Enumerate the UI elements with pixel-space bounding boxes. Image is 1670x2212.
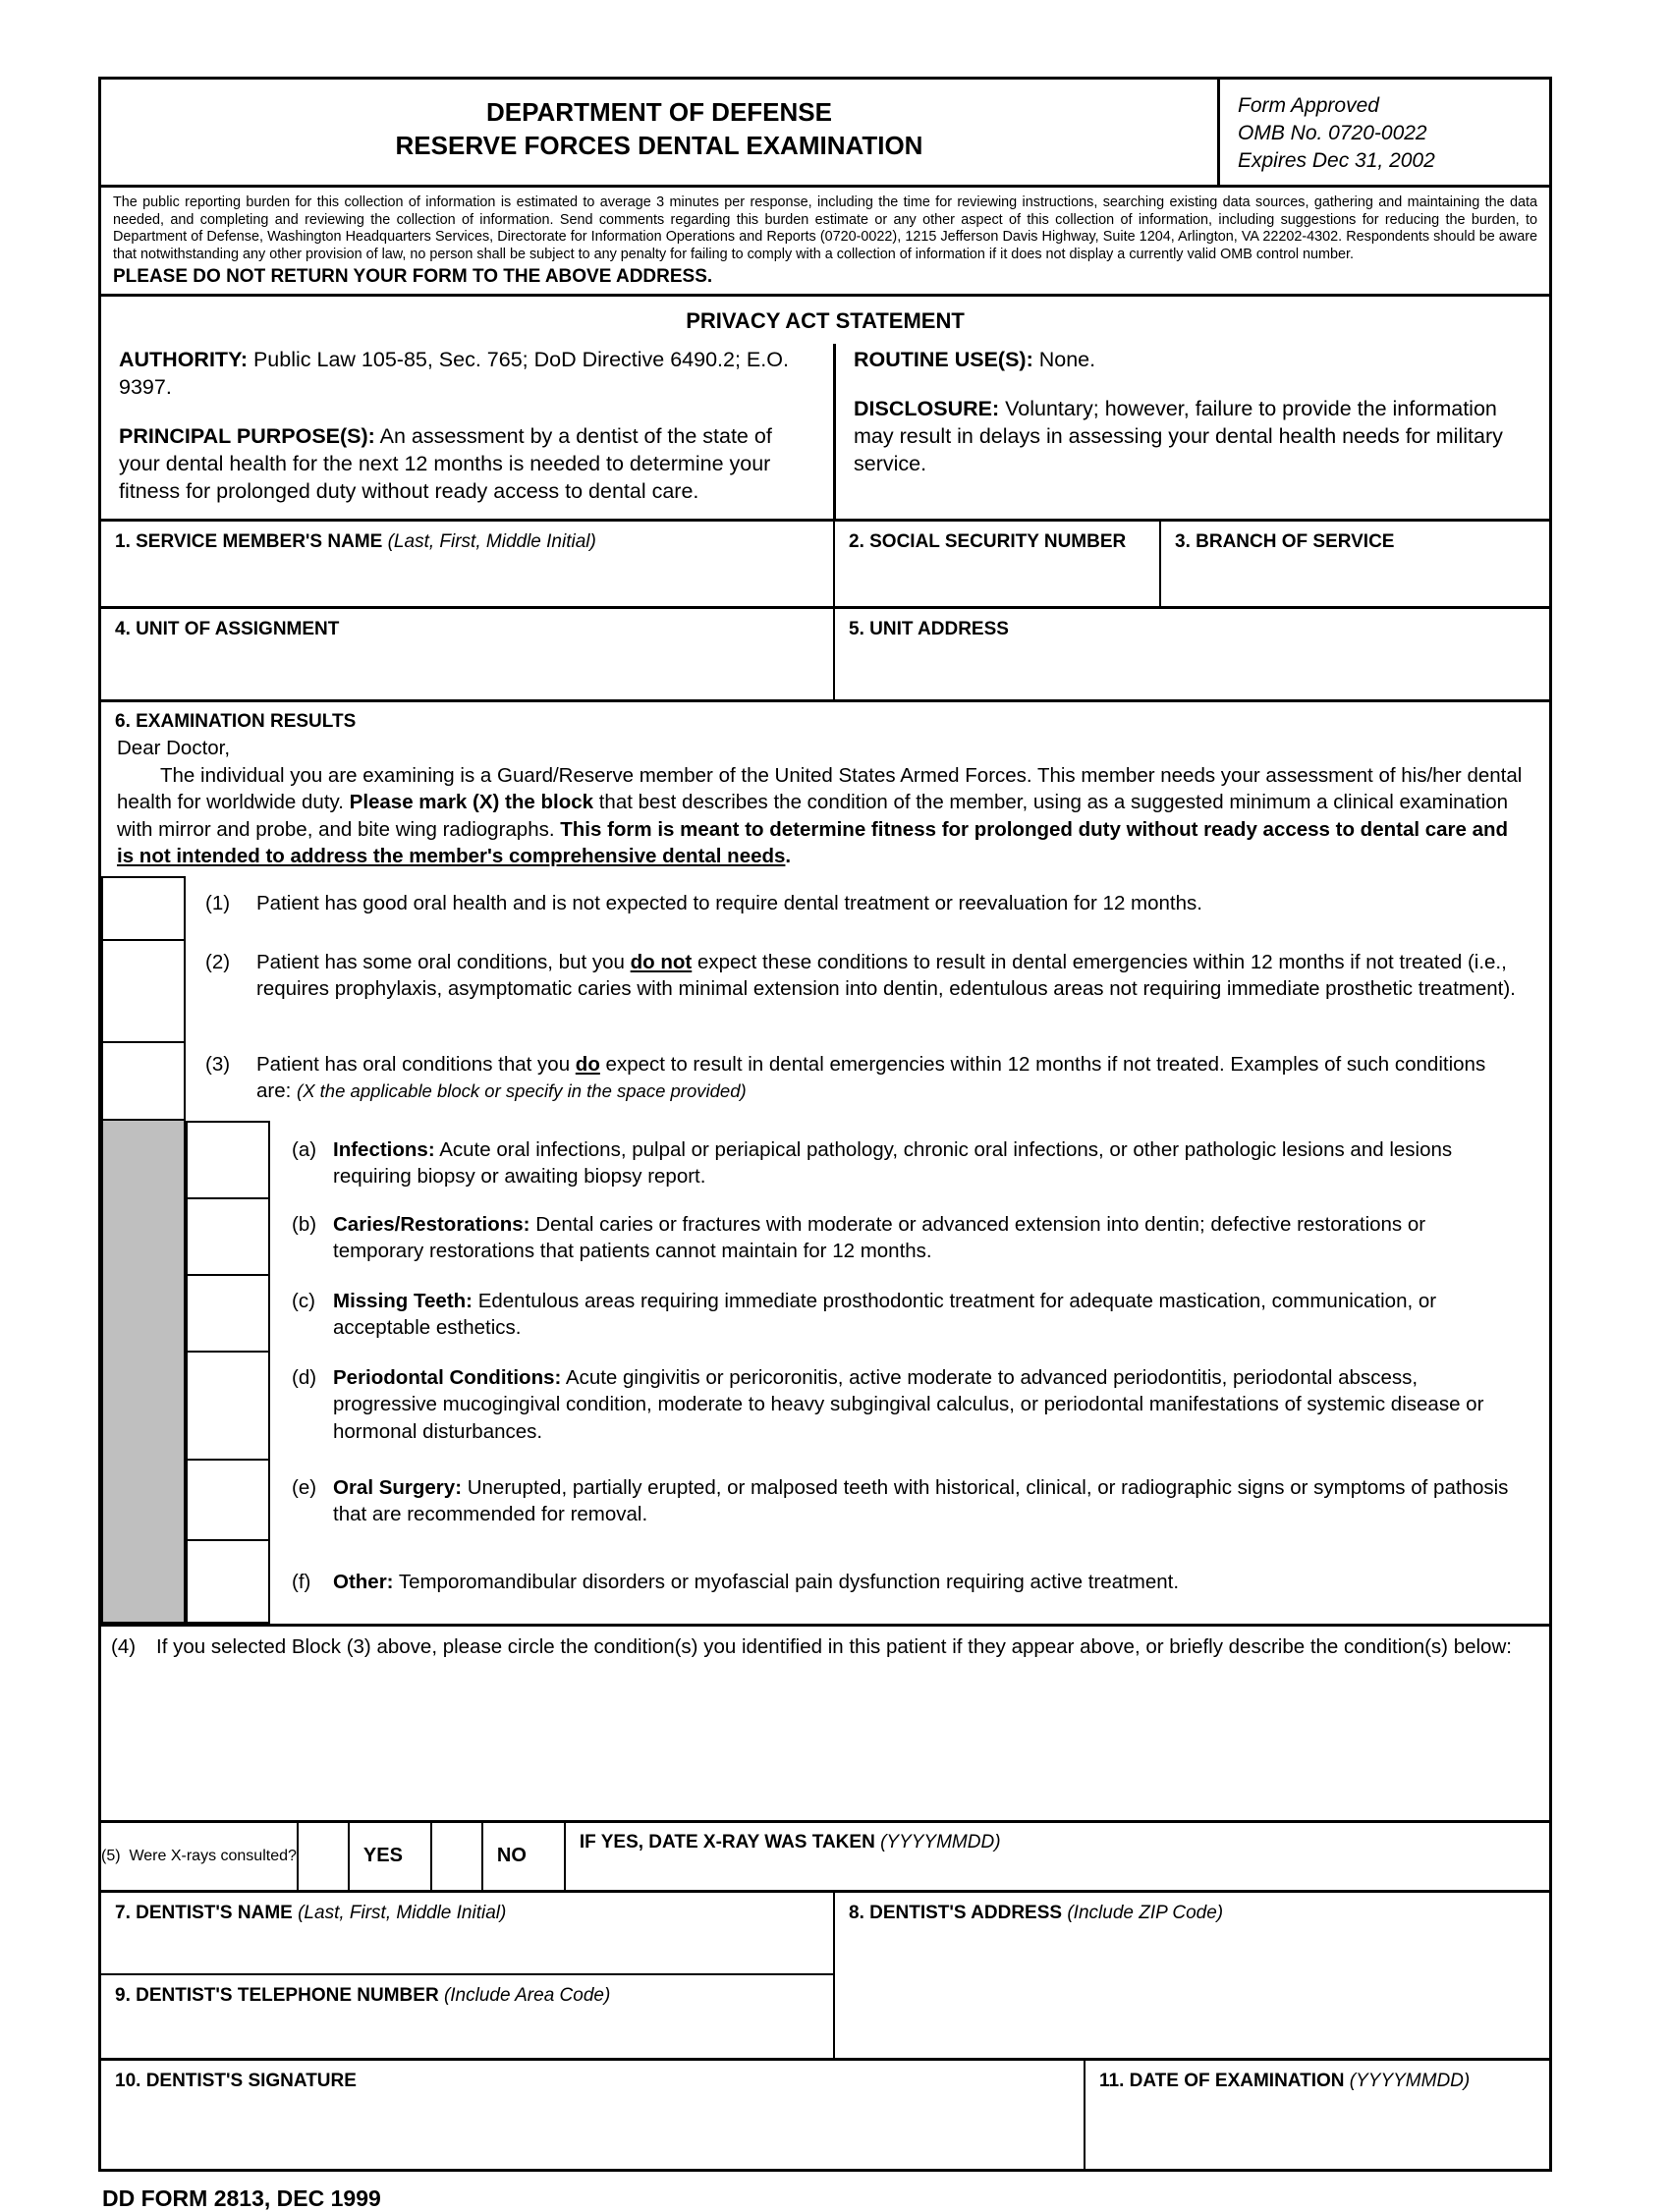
intro-mark-block: Please mark (X) the block (349, 791, 594, 814)
option-1-number: (1) (205, 891, 231, 914)
item-4-text: If you selected Block (3) above, please circle the condition(s) you identified in this patient if they appear above, or briefly describe the condition(s) below: (156, 1634, 1512, 1658)
field-1-hint: (Last, First, Middle Initial) (387, 531, 596, 553)
fields-row-2 (101, 606, 1549, 699)
subitem-e-row (270, 1461, 1549, 1541)
burden-paragraph: The public reporting burden for this collection of information is estimated to average 3 minutes per response, including the time for reviewing instructions, searching existing data sources, gathering and maintaining the data needed, and completing and reviewing the collection of information. Send comments regarding this burden estimate or any other aspect of this collection of information, including suggestions for reducing the burden, to Department of Defense, Washington Headquarters Services, Directorate for Information Operations and Reports (0720-0022), 1215 Jefferson Davis Highway, Suite 1204, Arlington, VA 22202-4302. Respondents should be aware that notwithstanding any other provision of law, no person shall be subject to any penalty for failing to comply with a collection of information if it does not display a currently valid OMB control number. (113, 194, 1537, 262)
omb-number: OMB No. 0720-0022 (1238, 122, 1427, 144)
subitem-c-number: (c) (292, 1289, 315, 1312)
field-xray-date[interactable] (564, 1823, 1549, 1890)
dd-form-2813 (98, 77, 1552, 2172)
subitem-a-desc: Acute oral infections, pulpal or periapical pathology, chronic oral infections, or other pathologic lesions and lesions requiring biopsy or awaiting biopsy report. (333, 1137, 1453, 1189)
subitem-c-desc: Edentulous areas requiring immediate prosthodontic treatment for adequate mastication, communication, or acceptable esthetics. (333, 1289, 1437, 1340)
intro-part-e: is not intended to address the member's comprehensive dental needs (117, 845, 786, 868)
primary-checkbox-column (101, 876, 186, 1624)
field-7-hint: (Last, First, Middle Initial) (298, 1902, 507, 1923)
item-5-question: Were X-rays consulted? (129, 1847, 297, 1864)
option-3-text (256, 1051, 1549, 1121)
subitem-c-row (270, 1276, 1549, 1353)
form-header (101, 80, 1549, 185)
item-5-xray-row (101, 1820, 1549, 1890)
section-6-heading: 6. EXAMINATION RESULTS (115, 711, 357, 733)
checkbox-subitem-e[interactable] (186, 1461, 270, 1541)
examination-options-list (101, 876, 1549, 1624)
omb-expires: Expires Dec 31, 2002 (1238, 149, 1435, 172)
subitem-e-label: Oral Surgery: (333, 1475, 463, 1499)
option-3-number: (3) (205, 1052, 231, 1076)
field-branch-of-service[interactable] (1159, 522, 1549, 606)
field-unit-of-assignment[interactable] (101, 609, 833, 699)
subitem-a-row (270, 1121, 1549, 1199)
subitem-a-number: (a) (292, 1137, 317, 1161)
item-5-number: (5) (101, 1847, 121, 1864)
option-3-text-b: expect to result in dental emergencies within 12 months if not treated. Examples of such conditions are: (256, 1052, 1486, 1103)
sub-items-text-column (270, 1121, 1549, 1624)
gray-filler-block (101, 1121, 186, 1624)
privacy-principal-text: An assessment by a dentist of the state of your dental health for the next 12 months is needed to determine your fitness for prolonged duty without ready access to dental care. (119, 424, 772, 504)
label-xray-yes: YES (348, 1823, 430, 1890)
option-2-emphasis: do not (630, 950, 693, 973)
field-dentist-telephone[interactable] (101, 1975, 833, 2058)
subitem-f-text (333, 1569, 1549, 1624)
field-dentist-signature[interactable] (101, 2061, 1084, 2169)
field-service-member-name[interactable] (101, 522, 833, 606)
signature-row (101, 2058, 1549, 2169)
section-6-salutation: Dear Doctor, (117, 737, 231, 760)
checkbox-xray-no[interactable] (430, 1823, 481, 1890)
item-5-question-cell (101, 1823, 297, 1890)
form-title-line1: DEPARTMENT OF DEFENSE (486, 97, 832, 127)
subitem-a-label: Infections: (333, 1137, 435, 1161)
form-title-line2: RESERVE FORCES DENTAL EXAMINATION (395, 131, 923, 160)
privacy-routine-text: None. (1038, 348, 1096, 372)
subitem-a-text (333, 1136, 1549, 1199)
subitem-e-number: (e) (292, 1475, 317, 1499)
field-4-label: 4. UNIT OF ASSIGNMENT (115, 619, 340, 640)
privacy-principal-purpose (119, 422, 817, 505)
option-3-row (186, 1043, 1549, 1121)
intro-part-c: that best describes the condition of the member, using as a suggested minimum a clinical examination with mirror and probe, and bite wing radiographs. (117, 791, 1508, 841)
subitem-b-label: Caries/Restorations: (333, 1212, 530, 1236)
privacy-authority-label: AUTHORITY: (119, 348, 248, 372)
field-10-label: 10. DENTIST'S SIGNATURE (115, 2070, 357, 2091)
do-not-return-notice: PLEASE DO NOT RETURN YOUR FORM TO THE ABOVE ADDRESS. (113, 266, 713, 288)
privacy-act-left-column (101, 344, 833, 519)
subitem-c-label: Missing Teeth: (333, 1289, 473, 1312)
item-4-describe-conditions[interactable] (101, 1624, 1549, 1820)
checkbox-subitem-a[interactable] (186, 1121, 270, 1199)
option-2-row (186, 941, 1549, 1043)
dentist-left-stack (101, 1893, 833, 2058)
field-social-security-number[interactable] (833, 522, 1159, 606)
subitem-e-desc: Unerupted, partially erupted, or malposed teeth with historical, clinical, or radiographic signs or symptoms of pathosis that are recommended for removal. (333, 1475, 1509, 1526)
field-9-label: 9. DENTIST'S TELEPHONE NUMBER (115, 1984, 439, 2006)
omb-approval-box (1217, 80, 1549, 185)
privacy-disclosure-label: DISCLOSURE: (854, 397, 1000, 421)
section-6-intro (101, 733, 1549, 876)
checkbox-xray-yes[interactable] (297, 1823, 348, 1890)
checkbox-option-3[interactable] (101, 1043, 186, 1121)
fields-row-1 (101, 519, 1549, 606)
checkbox-subitem-f[interactable] (186, 1541, 270, 1624)
subitem-b-text (333, 1211, 1549, 1276)
subitem-b-desc: Dental caries or fractures with moderate or advanced extension into dentin; defective restorations or temporary restorations that patients cannot maintain for 12 months. (333, 1212, 1426, 1263)
label-xray-no: NO (481, 1823, 564, 1890)
option-3-emphasis: do (575, 1052, 600, 1076)
subitem-f-row (270, 1541, 1549, 1624)
privacy-authority-text: Public Law 105-85, Sec. 765; DoD Directive 6490.2; E.O. 9397. (119, 348, 789, 400)
checkbox-subitem-c[interactable] (186, 1276, 270, 1353)
subitem-d-text (333, 1364, 1549, 1461)
field-11-label: 11. DATE OF EXAMINATION (1099, 2070, 1345, 2091)
subitem-d-row (270, 1353, 1549, 1461)
field-8-hint: (Include ZIP Code) (1067, 1902, 1224, 1923)
privacy-authority (119, 346, 817, 401)
subitem-c-text (333, 1288, 1549, 1353)
privacy-principal-label: PRINCIPAL PURPOSE(S): (119, 424, 375, 449)
secondary-checkbox-column (186, 1121, 270, 1624)
field-5-label: 5. UNIT ADDRESS (849, 619, 1009, 640)
subitem-f-desc: Temporomandibular disorders or myofascial pain dysfunction requiring active treatment. (393, 1570, 1180, 1593)
form-number-footer: DD FORM 2813, DEC 1999 (102, 2184, 381, 2211)
section-6-examination-results (101, 699, 1549, 1624)
intro-part-d: This form is meant to determine fitness for prolonged duty without ready access to dental care and (560, 817, 1509, 841)
option-1-row (186, 876, 1549, 941)
form-title (101, 80, 1217, 185)
field-3-label: 3. BRANCH OF SERVICE (1175, 531, 1395, 553)
checkbox-option-1[interactable] (101, 876, 186, 941)
option-3-hint: (X the applicable block or specify in the space provided) (297, 1080, 747, 1102)
subitem-d-desc: Acute gingivitis or pericoronitis, active moderate to advanced periodontitis, periodontal abscess, progressive mucogingival condition, moderate to heavy subgingival calculus, or periodontal manifestations of systemic disease or hormonal disturbances. (333, 1365, 1484, 1443)
section-6-intro-paragraph (117, 762, 1528, 870)
xray-date-hint: (YYYYMMDD) (880, 1831, 1001, 1853)
option-2-text-b: expect these conditions to result in dental emergencies within 12 months if not treated (i.e., requires prophylaxis, asymptomatic caries with minimal extension into dentin, edentulous areas not requiring immediate prosthetic treatment). (256, 950, 1516, 1001)
field-date-of-examination[interactable] (1084, 2061, 1549, 2169)
field-8-label: 8. DENTIST'S ADDRESS (849, 1902, 1063, 1923)
field-9-hint: (Include Area Code) (443, 1984, 611, 2006)
field-unit-address[interactable] (833, 609, 1549, 699)
checkbox-subitem-d[interactable] (186, 1353, 270, 1461)
field-dentist-name[interactable] (101, 1893, 833, 1975)
field-dentist-address[interactable] (833, 1893, 1549, 2058)
option-2-text (256, 949, 1549, 1043)
option-3-text-a: Patient has oral conditions that you (256, 1052, 576, 1076)
subitem-b-number: (b) (292, 1212, 317, 1236)
subitem-b-row (270, 1199, 1549, 1276)
checkbox-subitem-b[interactable] (186, 1199, 270, 1276)
options-and-subitems (186, 876, 1549, 1624)
subitem-d-label: Periodontal Conditions: (333, 1365, 562, 1389)
option-2-number: (2) (205, 950, 231, 973)
intro-part-a: The individual you are examining is a Guard/Reserve member of the United States Armed Forces. This member needs your assessment of his/her dental health for worldwide duty. (117, 763, 1523, 814)
field-2-label: 2. SOCIAL SECURITY NUMBER (849, 531, 1127, 553)
privacy-routine-use (854, 346, 1530, 373)
subitem-f-label: Other: (333, 1570, 394, 1593)
xray-date-label: IF YES, DATE X-RAY WAS TAKEN (579, 1831, 875, 1853)
privacy-act-right-column (833, 344, 1549, 519)
public-reporting-burden (101, 185, 1549, 294)
option-2-text-a: Patient has some oral conditions, but you (256, 950, 631, 973)
privacy-act-body (101, 344, 1549, 519)
omb-form-approved: Form Approved (1238, 94, 1379, 117)
privacy-routine-label: ROUTINE USE(S): (854, 348, 1033, 372)
intro-part-f: . (785, 845, 792, 868)
subitem-e-text (333, 1474, 1549, 1541)
option-1-text: Patient has good oral health and is not expected to require dental treatment or reevaluation for 12 months. (256, 891, 1202, 914)
field-11-hint: (YYYYMMDD) (1349, 2070, 1471, 2091)
field-7-label: 7. DENTIST'S NAME (115, 1902, 293, 1923)
subitem-f-number: (f) (292, 1570, 311, 1593)
item-4-number: (4) (111, 1634, 137, 1658)
field-1-label: 1. SERVICE MEMBER'S NAME (115, 531, 383, 553)
checkbox-option-2[interactable] (101, 941, 186, 1043)
privacy-disclosure-text: Voluntary; however, failure to provide the information may result in delays in assessing your dental health needs for military service. (854, 397, 1503, 476)
dentist-info-row (101, 1890, 1549, 2058)
privacy-act-title: PRIVACY ACT STATEMENT (101, 294, 1549, 344)
subitem-d-number: (d) (292, 1365, 317, 1389)
sub-items-block (186, 1121, 1549, 1624)
privacy-disclosure (854, 395, 1530, 477)
